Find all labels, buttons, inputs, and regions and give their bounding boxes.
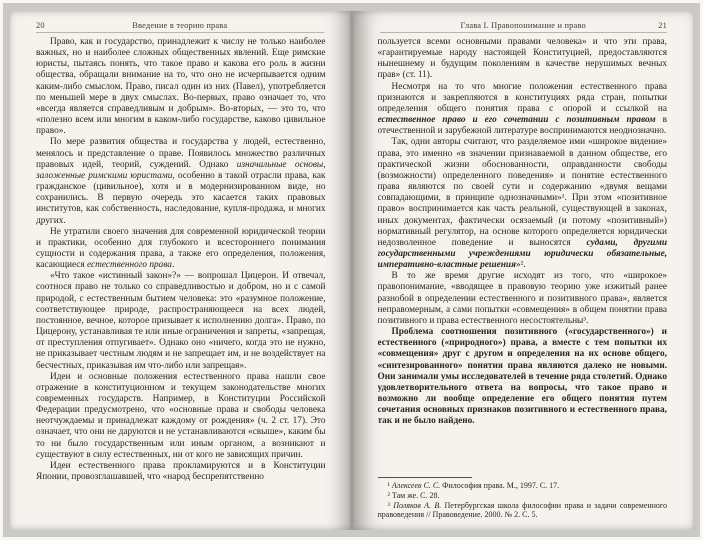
book-spread [10,11,693,530]
left-page-header [36,21,324,33]
text-run: судами, другими государственными учреждениями юридически обязательные, императивно-властные решения [377,237,668,271]
paragraph: Право, как и государство, принадлежит к числу не только наиболее важных, но и наиболее сложных общественных явлений. Еще римские юристы, пытаясь понять, что такое право и какова его роль в жизни общества, обращали внимание на то, что оно не исчерпывается одним каким-либо смыслом. Право, писал один из них (Павел), употребляется по меньшей мере в двух смыслах. Во-первых, право означает то, что «всегда является справедливым и добрым». Во-вторых, — это то, что «полезно всем или многим в каком-либо государстве, каково цивильное право». [36,37,326,137]
text-run: . [171,260,175,271]
text-run: Так, одни авторы считают, что разделяемое ими «широкое видение» права, это именно «в значении признаваемой в данном обществе, его практической жизни обоснованности, оправданности свободы (возможности) определенного поведения» и понятие естественного права являются по своей сути и содержанию «двумя вещами совпадающими, в принципе однозначными»¹. При этом «позитивное право» воспринимается как часть реальной, существующей в законах, иных документах, фактически осязаемый (и потому «позитивный») нормативный регулятор, на основе которого определяется юридически недозволенное поведение и выносятся [377,137,668,248]
text-run: Петербургская школа философии права и задачи современного правоведения // Правоведение. 2000. № 2. С. 5. [377,500,668,520]
text-run: Поляков А. В. [393,500,442,510]
right-running-title: Глава I. Правопонимание и право [460,21,586,30]
footnote [378,491,668,501]
right-page-number: 21 [658,21,668,30]
paragraph [36,227,326,272]
footnotes-block [378,477,668,520]
footnote-separator [378,477,472,478]
paragraph: В то же время другие исходят из того, что «широкое» правопонимание, «вводящее в правовую теорию уже изжитый ранее разнобой в определении естественного и позитивного права», является неправомерным, а сами попытки «совмещения» в общем понятии права позитивного и права естественного несостоятельны³. [377,271,668,326]
text-run: изначальные основы, заложенные римскими юристами [36,159,326,181]
footnotes-list [378,481,668,520]
text-run: ³ [387,500,394,510]
spine-gutter [350,11,354,530]
text-run: Философия права. М., 1997. С. 17. [440,481,560,490]
text-run: естественного права [87,260,172,271]
left-page [10,11,350,530]
text-run: , особенно в такой отрасли права, как гражданское (цивильное), хотя и в модернизированном виде, но сохранились. В первую очередь это касается таких правовых институтов, как собственность, наследование, купля-продажа, и многих других. [36,170,326,226]
paragraph [36,137,326,226]
paragraph: Идеи естественного права прокламируются и в Конституции Японии, провозглашавшей, что «народ беспрепятственно [36,460,326,483]
left-page-number: 20 [36,21,45,30]
left-text-block [36,37,326,530]
paragraph [378,82,668,138]
paragraph [378,137,668,271]
right-page-header [380,21,668,33]
text-run: Не утратили своего значения для современной юридической теории и практики, особенно для глубокого и всестороннего понимания сущности и содержания права, а также его определения, положения, касающиеся [36,226,326,271]
paragraph: пользуется всеми основными правами человека» и что эти права, «гарантируемые народу настоящей Конституцией, предоставляются нынешнему и будущим поколениям в качестве нерушимых вечных прав» (ст. 11). [377,37,668,81]
text-run: ² Там же. С. 28. [387,490,440,500]
text-run: »². [515,260,526,271]
paragraph: Идеи и основные положения естественного права нашли свое отражение в конституционном и текущем законодательстве многих современных государств. Например, в Конституции Российской Федерации предусмотрено, что «основные права и свободы человека неотчуждаемы и принадлежат каждому от рождения» (ч. 2 ст. 17). Это означает, что они не даруются и не устанавливаются «свыше», каким бы то ни было государственным или иным органом, а возникают и существуют в силу естественных, ни от кого не зависящих причин. [36,371,326,460]
text-run: Несмотря на то что многие положения естественного права признаются и закрепляются в конституциях ряда стран, попытки определения общего понятия права с опорой и ссылкой на [377,81,668,114]
right-page [354,11,694,530]
text-run: По мере развития общества и государства у людей, естественно, менялось и представление о праве. Появилось множество различных правовых идей, теорий, суждений. Однако [36,137,326,170]
paragraph [378,327,668,427]
footnote [378,481,668,491]
footnote [378,501,668,521]
text-run: в отечественной и зарубежной литературе воспринимаются неоднозначно. [377,115,668,137]
text-run: ¹ [387,481,392,490]
text-run: Алексеев С. С. [391,481,441,490]
right-text-block [378,37,668,475]
text-run: естественное право и его сочетании с позитивным правом [377,115,656,126]
text-run: Проблема соотношения позитивного («государственного») и естественного («природного») права, а вместе с тем попытки их «совмещения» друг с другом и определения на их основе общего, «синтезированного» понятия права являются далеко не новыми. Они занимали умы исследователей в течение ряда столетий. Однако удовлетворительного ответа на вопросы, что такое право и возможно ли вообще определение его общего понятия путем сочетания основных признаков позитивного и естественного права, так и не было найдено. [377,327,668,427]
paragraph: «Что такое «истинный закон»?» — вопрошал Цицерон. И отвечал, соотнося право не только со справедливостью и добром, но и с самой природой, с естественным бытием человека: это «разумное положение, соответствующее природе, распространяющееся на всех людей, постоянное, вечное, которое призывает к исполнению долга». Право, по Цицерону, устанавливая те или иные ограничения и запреты, «запрещая, от преступления отпугивает». Однако оно «ничего, когда это не нужно, не приказывает честным людям и не запрещает им, и не воздействует на бесчестных, приказывая им что-либо или запрещая». [36,271,326,371]
left-running-title: Введение в теорию права [132,21,228,30]
